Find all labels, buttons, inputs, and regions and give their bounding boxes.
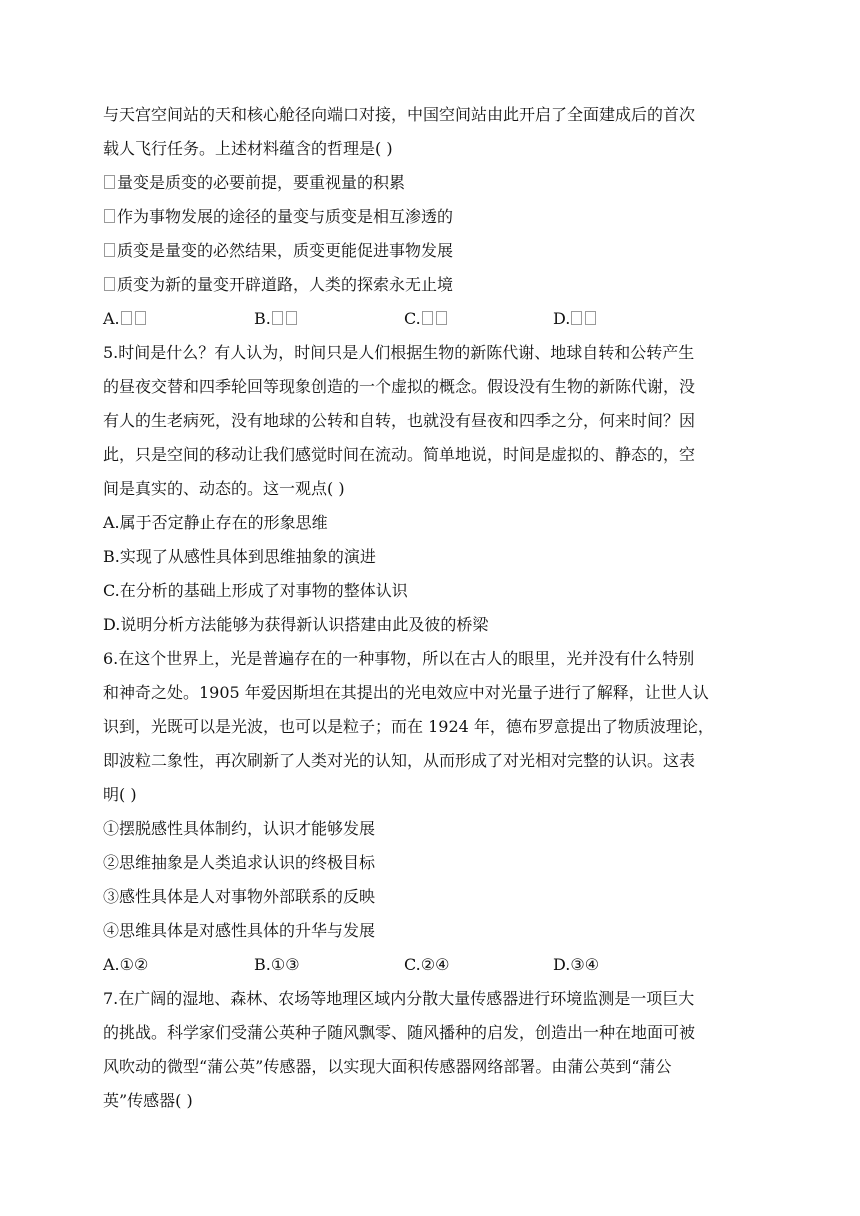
q4-option-a: A. (103, 308, 148, 330)
q5-text-line-2: 的昼夜交替和四季轮回等现象创造的一个虚拟的概念。假设没有生物的新陈代谢，没 (103, 377, 696, 396)
q7-text-line-2: 的挑战。科学家们受蒲公英种子随风飘零、随风播种的启发，创造出一种在地面可被 (103, 1023, 696, 1042)
q6-text-line-4: 即波粒二象性，再次刷新了人类对光的认知，从而形成了对光相对完整的认识。这表 (103, 751, 696, 770)
q6-statement-1: ①摆脱感性具体制约，认识才能够发展 (103, 819, 376, 838)
q6-text-line-3: 识到，光既可以是光波，也可以是粒子；而在 1924 年，德布罗意提出了物质波理论， (103, 717, 714, 736)
q5-choice-a: A.属于否定静止存在的形象思维 (103, 513, 328, 532)
q4-option-c: C. (404, 308, 449, 330)
q4-statement-4: 质变为新的量变开辟道路，人类的探索永无止境 (103, 274, 453, 296)
q5-choice-c: C.在分析的基础上形成了对事物的整体认识 (103, 581, 408, 600)
q4-text-line-2: 载人飞行任务。上述材料蕴含的哲理是( ) (103, 139, 393, 158)
q4-statement-3: 质变是量变的必然结果，质变更能促进事物发展 (103, 240, 453, 262)
q5-text-line-3: 有人的生老病死，没有地球的公转和自转，也就没有昼夜和四季之分，何来时间？因 (103, 411, 696, 430)
q6-option-d: D.③④ (553, 955, 600, 974)
q4-text-line-1: 与天宫空间站的天和核心舱径向端口对接，中国空间站由此开启了全面建成后的首次 (103, 105, 696, 124)
q5-text-line-4: 此，只是空间的移动让我们感觉时间在流动。简单地说，时间是虚拟的、静态的，空 (103, 445, 696, 464)
q7-text-line-1: 7.在广阔的湿地、森林、农场等地理区域内分散大量传感器进行环境监测是一项巨大 (103, 989, 695, 1008)
q6-option-a: A.①② (103, 955, 149, 974)
q6-text-line-1: 6.在这个世界上，光是普遍存在的一种事物，所以在古人的眼里，光并没有什么特别 (103, 649, 695, 668)
q7-text-line-3: 风吹动的微型“蒲公英”传感器，以实现大面积传感器网络部署。由蒲公英到“蒲公 (103, 1057, 672, 1076)
q6-statement-4: ④思维具体是对感性具体的升华与发展 (103, 921, 376, 940)
q6-text-line-5: 明( ) (103, 785, 137, 804)
q5-choice-b: B.实现了从感性具体到思维抽象的演进 (103, 547, 376, 566)
q4-statement-2: 作为事物发展的途径的量变与质变是相互渗透的 (103, 206, 453, 228)
q4-option-b: B. (254, 308, 299, 330)
q5-choice-d: D.说明分析方法能够为获得新认识搭建由此及彼的桥梁 (103, 615, 489, 634)
missing-glyph-icon (104, 243, 115, 257)
q7-text-line-4: 英”传感器( ) (103, 1091, 193, 1110)
missing-glyph-icon (104, 209, 115, 223)
q5-text-line-1: 5.时间是什么？有人认为，时间只是人们根据生物的新陈代谢、地球自转和公转产生 (103, 343, 695, 362)
q6-options (103, 954, 723, 976)
missing-glyph-icon (135, 311, 146, 325)
q6-option-b: B.①③ (254, 955, 300, 974)
missing-glyph-icon (104, 277, 115, 291)
q5-text-line-5: 间是真实的、动态的。这一观点( ) (103, 479, 345, 498)
missing-glyph-icon (104, 175, 115, 189)
missing-glyph-icon (422, 311, 433, 325)
q4-option-d: D. (553, 308, 598, 330)
missing-glyph-icon (585, 311, 596, 325)
q4-options (103, 308, 723, 330)
missing-glyph-icon (286, 311, 297, 325)
missing-glyph-icon (121, 311, 132, 325)
missing-glyph-icon (436, 311, 447, 325)
q6-statement-3: ③感性具体是人对事物外部联系的反映 (103, 887, 376, 906)
missing-glyph-icon (571, 311, 582, 325)
q4-statement-1: 量变是质变的必要前提，要重视量的积累 (103, 172, 405, 194)
q6-option-c: C.②④ (404, 955, 450, 974)
missing-glyph-icon (272, 311, 283, 325)
q6-text-line-2: 和神奇之处。1905 年爱因斯坦在其提出的光电效应中对光量子进行了解释，让世人认 (103, 683, 709, 702)
q6-statement-2: ②思维抽象是人类追求认识的终极目标 (103, 853, 376, 872)
